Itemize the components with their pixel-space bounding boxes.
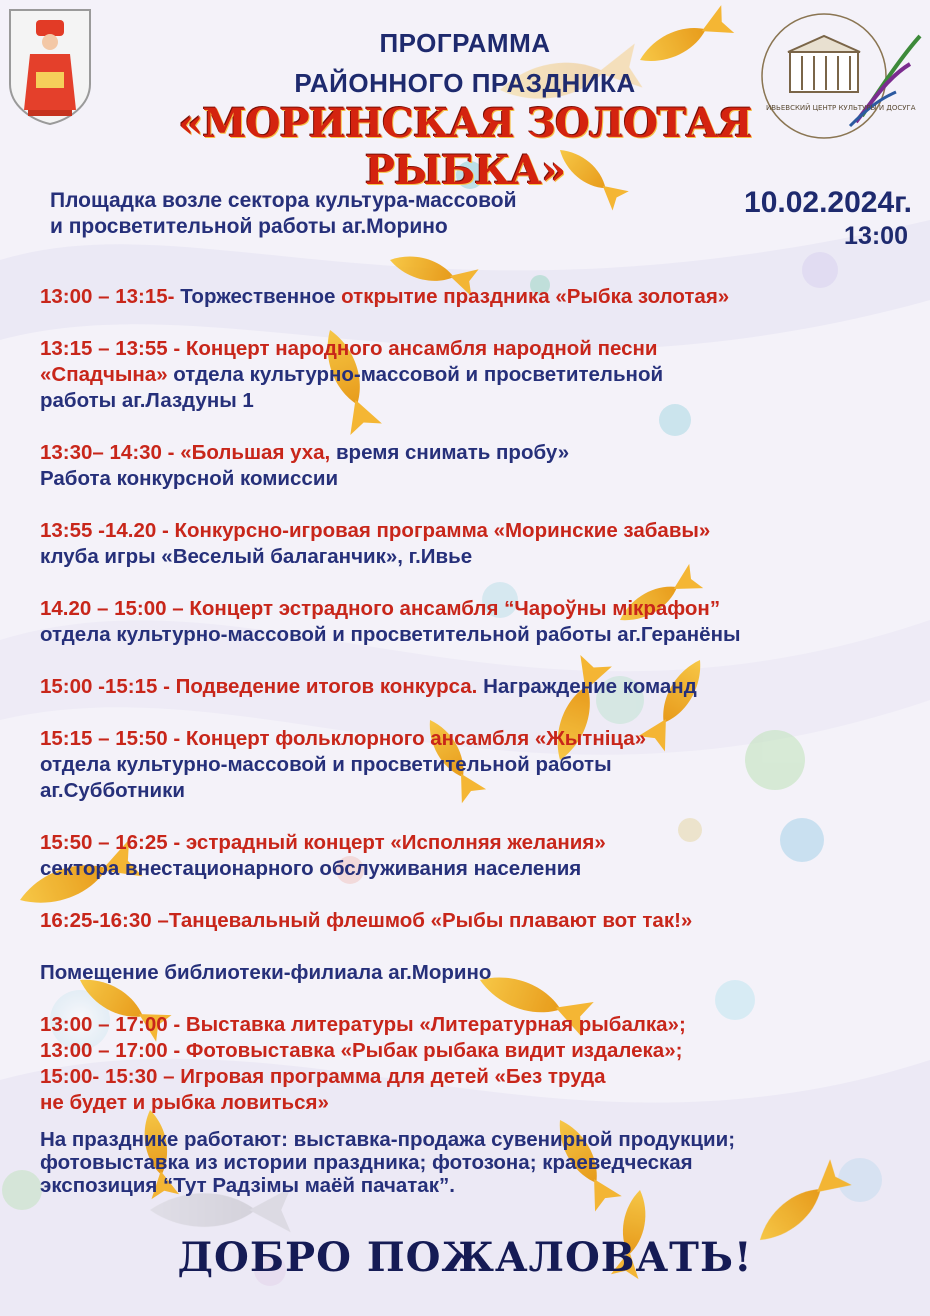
schedule-separator: - (161, 441, 181, 464)
library-text: не будет и рыбка ловиться» (40, 1091, 329, 1114)
schedule-separator: - (167, 831, 186, 854)
schedule-time: 13:55 -14.20 (40, 519, 157, 542)
library-separator: – (157, 1065, 181, 1088)
schedule-item-line (40, 544, 910, 570)
schedule-item (40, 284, 910, 310)
schedule-item (40, 674, 910, 700)
schedule-item-line (40, 778, 910, 804)
schedule-time: 15:50 – 16:25 (40, 831, 168, 854)
footer-note (40, 1128, 910, 1197)
schedule-text: Концерт фольклорного ансамбля «Жытніца» (185, 727, 647, 750)
schedule-item-line (40, 674, 910, 700)
schedule-item-line (40, 856, 910, 882)
footer-note-line: экспозиция “Тут Радзімы маёй пачатак”. (40, 1174, 455, 1197)
schedule-text: Концерт эстрадного ансамбля “Чароўны мікрафон” (189, 597, 721, 620)
schedule-text: аг.Субботники (40, 779, 186, 802)
library-time: 13:00 – 17:00 (40, 1013, 168, 1036)
schedule-separator: - (157, 675, 176, 698)
schedule-text: Работа конкурсной комиссии (40, 467, 339, 490)
library-separator: - (167, 1013, 186, 1036)
schedule-item-line (40, 466, 910, 492)
schedule-separator: – (151, 909, 169, 932)
schedule-time: 16:25-16:30 (40, 909, 152, 932)
schedule-text: Подведение итогов конкурса. (175, 675, 484, 698)
footer-note-line: фотовыставка из истории праздника; фотозона; краеведческая (40, 1151, 693, 1174)
schedule-item (40, 726, 910, 804)
schedule-item (40, 336, 910, 414)
schedule-item-line (40, 284, 910, 310)
schedule-text: открытие праздника «Рыбка золотая» (341, 285, 730, 308)
library-item-line (40, 1038, 910, 1064)
schedule-separator: - (167, 727, 186, 750)
schedule-text: время снимать пробу» (335, 441, 570, 464)
schedule-item-line (40, 908, 910, 934)
library-text: Выставка литературы «Литературная рыбалка»; (185, 1013, 686, 1036)
schedule-time: 13:15 – 13:55 (40, 337, 168, 360)
schedule-separator: – (166, 597, 190, 620)
schedule-text: Танцевальный флешмоб «Рыбы плавают вот так!» (168, 909, 693, 932)
library-text: Игровая программа для детей «Без труда (180, 1065, 606, 1088)
coat-of-arms-icon (6, 6, 94, 126)
schedule-time: 14.20 – 15:00 (40, 597, 167, 620)
schedule-item-line (40, 518, 910, 544)
library-item (40, 1038, 910, 1064)
event-start-time: 13:00 (844, 222, 908, 250)
schedule-item (40, 596, 910, 648)
schedule-item-line (40, 362, 910, 388)
schedule-item-line (40, 440, 910, 466)
schedule-item-line (40, 830, 910, 856)
schedule-time: 15:00 -15:15 (40, 675, 158, 698)
logo-text: ИВЬЕВСКИЙ ЦЕНТР КУЛЬТУРЫ И ДОСУГА (766, 104, 916, 112)
schedule-time: 13:00 – 13:15 (40, 285, 168, 308)
library-time: 13:00 – 17:00 (40, 1039, 168, 1062)
schedule-text: эстрадный концерт «Исполняя желания» (185, 831, 606, 854)
schedule-text: сектора внестационарного обслуживания населения (40, 857, 582, 880)
schedule-separator: - (167, 337, 186, 360)
schedule-text: отдела культурно-массовой и просветительной работы аг.Геранёны (40, 623, 741, 646)
schedule-item-line (40, 596, 910, 622)
schedule-text: «Спадчына» (40, 363, 174, 386)
library-heading: Помещение библиотеки-филиала аг.Морино (40, 961, 492, 984)
schedule-text: Награждение команд (483, 675, 697, 698)
venue-block (50, 188, 690, 240)
program-subtitle: РАЙОННОГО ПРАЗДНИКА (294, 68, 636, 98)
schedule-text: Конкурсно-игровая программа «Моринские забавы» (174, 519, 711, 542)
library-text: Фотовыставка «Рыбак рыбака видит издалека»; (185, 1039, 683, 1062)
schedule-text: работы аг.Лаздуны 1 (40, 389, 254, 412)
schedule-item-line (40, 752, 910, 778)
schedule-text: Торжественное (180, 285, 342, 308)
footer-note-line: На празднике работают: выставка-продажа сувенирной продукции; (40, 1128, 736, 1151)
library-item-line (40, 1012, 910, 1038)
schedule-separator: - (167, 285, 181, 308)
library-separator: - (167, 1039, 186, 1062)
schedule-item (40, 908, 910, 934)
schedule-text: отдела культурно-массовой и просветительной (173, 363, 664, 386)
library-item-line (40, 1090, 910, 1116)
schedule-item (40, 830, 910, 882)
library-item (40, 1012, 910, 1038)
schedule-text: отдела культурно-массовой и просветительной работы (40, 753, 612, 776)
schedule-text: «Большая уха, (180, 441, 336, 464)
schedule-item-line (40, 388, 910, 414)
schedule-time: 15:15 – 15:50 (40, 727, 168, 750)
schedule-item-line (40, 336, 910, 362)
event-date: 10.02.2024г. (744, 186, 912, 219)
schedule-item-line (40, 622, 910, 648)
program-title: ПРОГРАММА (379, 28, 551, 58)
schedule-time: 13:30– 14:30 (40, 441, 162, 464)
venue-line: и просветительной работы аг.Морино (50, 215, 448, 238)
library-item-line (40, 1064, 910, 1090)
welcome-greeting: ДОБРО ПОЖАЛОВАТЬ! (177, 1234, 753, 1281)
schedule-item (40, 518, 910, 570)
library-item (40, 1064, 910, 1116)
venue-line: Площадка возле сектора культура-массовой (50, 189, 517, 212)
festival-name: «МОРИНСКАЯ ЗОЛОТАЯ РЫБКА» (178, 100, 752, 194)
schedule-text: клуба игры «Веселый балаганчик», г.Ивье (40, 545, 473, 568)
schedule-separator: - (156, 519, 175, 542)
schedule-item (40, 440, 910, 492)
schedule-item-line (40, 726, 910, 752)
schedule-text: Концерт народного ансамбля народной песни (185, 337, 658, 360)
library-time: 15:00- 15:30 (40, 1065, 158, 1088)
